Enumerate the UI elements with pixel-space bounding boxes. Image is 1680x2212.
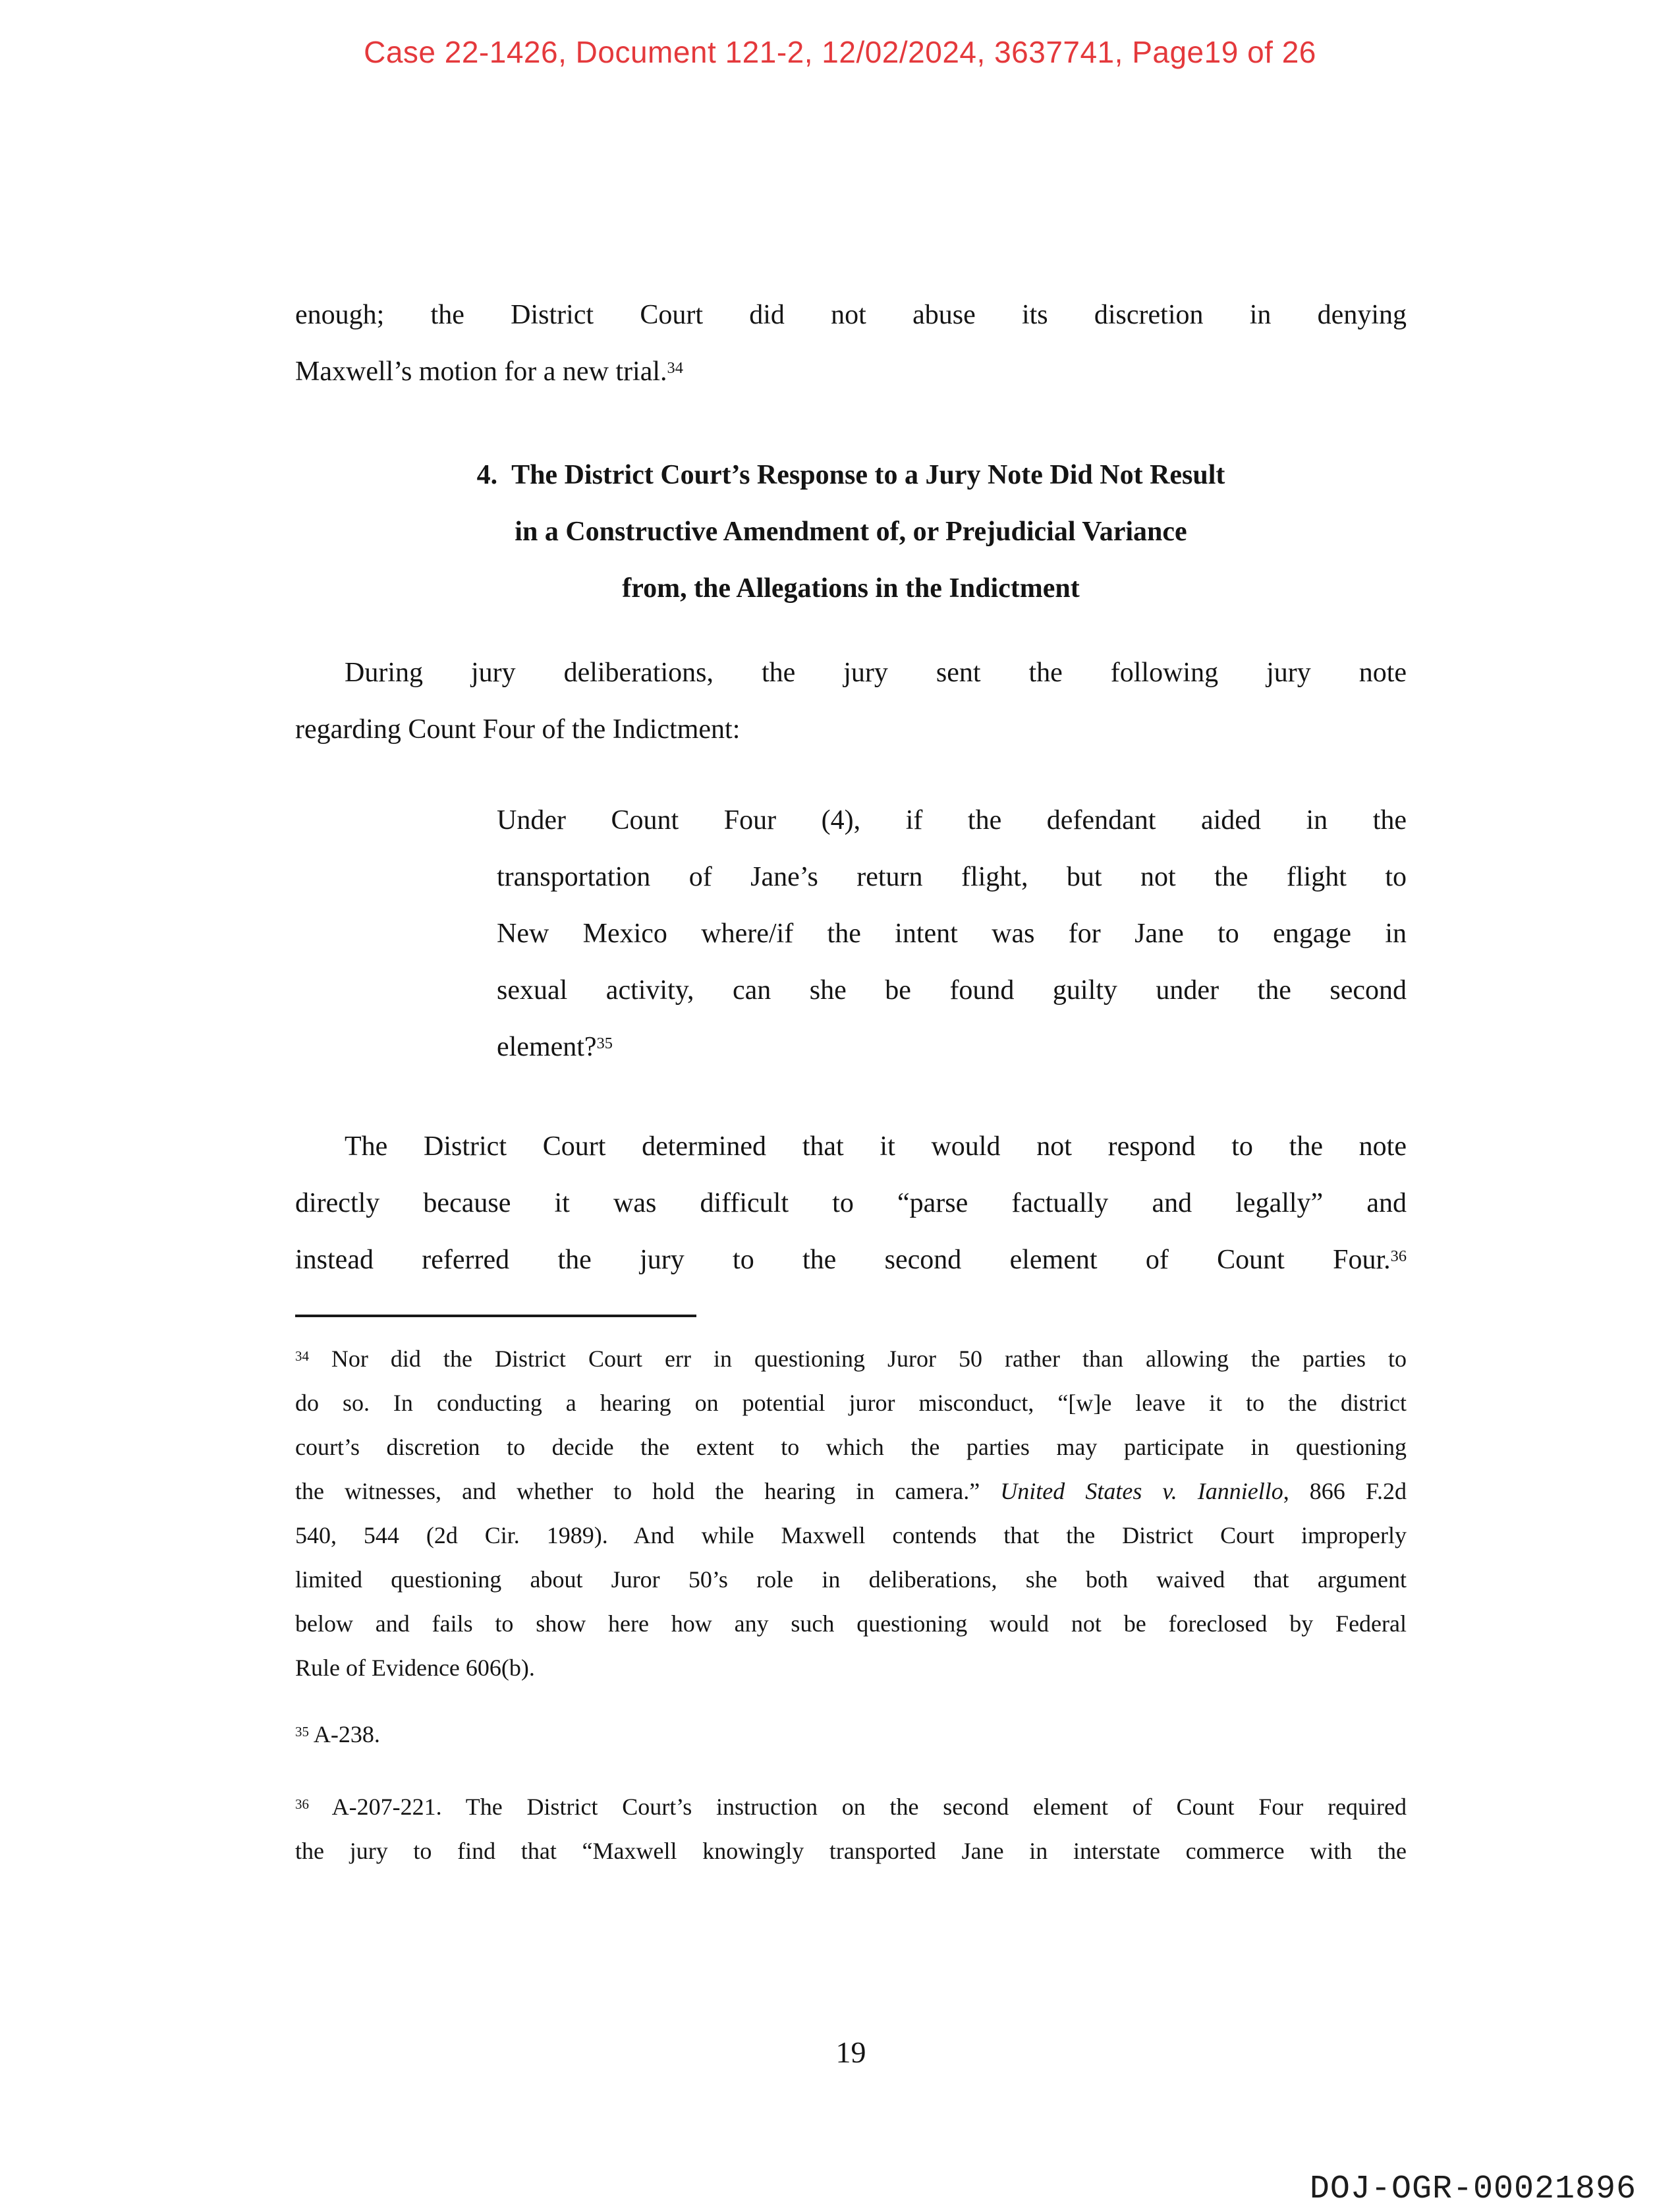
footnote-divider	[295, 1315, 696, 1317]
footnote-35	[295, 1713, 1407, 1757]
text-line: from, the Allegations in the Indictment	[622, 573, 1080, 604]
text-line: During jury deliberations, the jury sent the following jury note	[345, 658, 1407, 688]
bates-number: DOJ-OGR-00021896	[1309, 2170, 1637, 2208]
section-heading	[295, 447, 1407, 617]
jury-note-blockquote	[497, 792, 1407, 1075]
text-line: The District Court determined that it would not respond to the note	[345, 1131, 1407, 1162]
text-line: instead referred the jury to the second element of Count Four.$^{36}$	[295, 1245, 1407, 1275]
text-line: below and fails to show here how any such questioning would not be foreclosed by Federal	[295, 1610, 1407, 1637]
case-header-stamp: Case 22-1426, Document 121-2, 12/02/2024, 3637741, Page19 of 26	[364, 35, 1316, 69]
text-line: 540, 544 (2d Cir. 1989). And while Maxwell contends that the District Court improperly	[295, 1522, 1407, 1548]
text-line: sexual activity, can she be found guilty under the second	[497, 975, 1407, 1006]
text-line: regarding Count Four of the Indictment:	[295, 714, 741, 745]
text-line: Rule of Evidence 606(b).	[295, 1655, 535, 1681]
page-number: 19	[835, 2035, 866, 2069]
text-line: Under Count Four (4), if the defendant aided in the	[497, 805, 1407, 836]
text-line: $^{36}$ A-207-221. The District Court’s instruction on the second element of Count Four required	[295, 1794, 1407, 1820]
text-line: do so. In conducting a hearing on potential juror misconduct, “[w]e leave it to the district	[295, 1390, 1407, 1416]
text-line: court’s discretion to decide the extent to which the parties may participate in questioning	[295, 1434, 1407, 1460]
footnote-36	[295, 1785, 1407, 1873]
text-line: element?$^{35}$	[497, 1032, 613, 1062]
text-line: directly because it was difficult to “parse factually and legally” and	[295, 1188, 1407, 1218]
text-line: $^{35}$ A-238.	[295, 1721, 380, 1747]
text-line: transportation of Jane’s return flight, but not the flight to	[497, 862, 1407, 892]
text-line: $^{34}$ Nor did the District Court err in questioning Juror 50 rather than allowing the parties to	[295, 1346, 1407, 1372]
text-line: Maxwell’s motion for a new trial.$^{34}$	[295, 356, 683, 387]
text-line: New Mexico where/if the intent was for Jane to engage in	[497, 919, 1407, 949]
body-paragraph-intro	[295, 644, 1407, 758]
text-line: limited questioning about Juror 50’s role in deliberations, she both waived that argument	[295, 1566, 1407, 1593]
text-line: 4. The District Court’s Response to a Jury Note Did Not Result	[476, 460, 1225, 490]
body-paragraph-continuation	[295, 287, 1407, 400]
text-line: enough; the District Court did not abuse its discretion in denying	[295, 300, 1407, 330]
text-line: the jury to find that “Maxwell knowingly transported Jane in interstate commerce with the	[295, 1838, 1407, 1864]
footnote-34	[295, 1337, 1407, 1690]
text-line: the witnesses, and whether to hold the hearing in camera.” United States v. Ianniello, 866 F.2d	[295, 1478, 1407, 1504]
body-paragraph-ruling	[295, 1118, 1407, 1288]
text-line: in a Constructive Amendment of, or Prejudicial Variance	[515, 517, 1187, 547]
